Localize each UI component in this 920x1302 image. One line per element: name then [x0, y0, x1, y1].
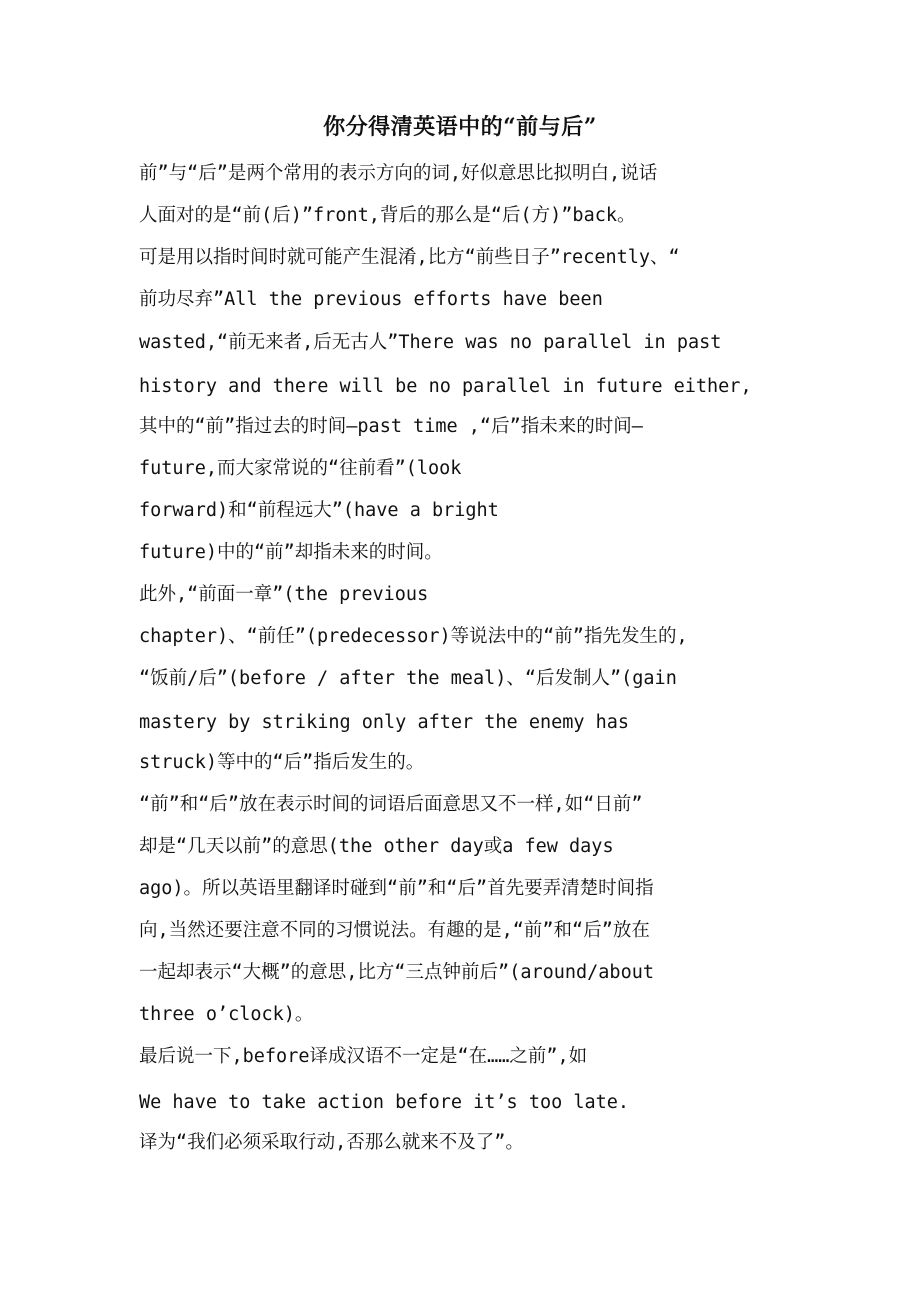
body-line: mastery by striking only after the enemy has: [139, 712, 630, 733]
body-line: We have to take action before it’s too late.: [139, 1092, 630, 1113]
body-line: 却是“几天以前”的意思(the other day或a few days: [139, 836, 614, 857]
body-line: forward)和“前程远大”(have a bright: [139, 500, 499, 521]
body-line: wasted,“前无来者,后无古人”There was no parallel in past: [139, 332, 722, 353]
body-line: 一起却表示“大概”的意思,比方“三点钟前后”(around/about: [139, 962, 654, 983]
body-line: future,而大家常说的“往前看”(look: [139, 458, 462, 479]
body-line: 人面对的是“前(后)”front,背后的那么是“后(方)”back。: [139, 205, 636, 226]
body-line: 最后说一下,before译成汉语不一定是“在……之前”,如: [139, 1046, 588, 1067]
body-line: ago)。所以英语里翻译时碰到“前”和“后”首先要弄清楚时间指: [139, 878, 654, 899]
body-line: 前功尽弃”All the previous efforts have been: [139, 289, 603, 310]
body-line: “前”和“后”放在表示时间的词语后面意思又不一样,如“日前”: [139, 794, 643, 815]
body-line: 可是用以指时间时就可能产生混淆,比方“前些日子”recently、“: [139, 247, 680, 268]
body-line: 译为“我们必须采取行动,否那么就来不及了”。: [139, 1132, 524, 1153]
body-line: “饭前/后”(before / after the meal)、“后发制人”(gain: [139, 668, 677, 689]
body-line: future)中的“前”却指未来的时间。: [139, 542, 443, 563]
body-line: 前”与“后”是两个常用的表示方向的词,好似意思比拟明白,说话: [139, 163, 658, 184]
body-line: chapter)、“前任”(predecessor)等说法中的“前”指先发生的,: [139, 626, 688, 647]
body-line: 此外,“前面一章”(the previous: [139, 584, 429, 605]
document-title: 你分得清英语中的“前与后”: [323, 114, 597, 140]
body-line: 向,当然还要注意不同的习惯说法。有趣的是,“前”和“后”放在: [139, 920, 650, 941]
body-line: three o’clock)。: [139, 1004, 314, 1025]
body-line: 其中的“前”指过去的时间—past time ,“后”指未来的时间—: [139, 416, 643, 437]
body-line: struck)等中的“后”指后发生的。: [139, 752, 425, 773]
body-line: history and there will be no parallel in future either,: [139, 376, 752, 397]
